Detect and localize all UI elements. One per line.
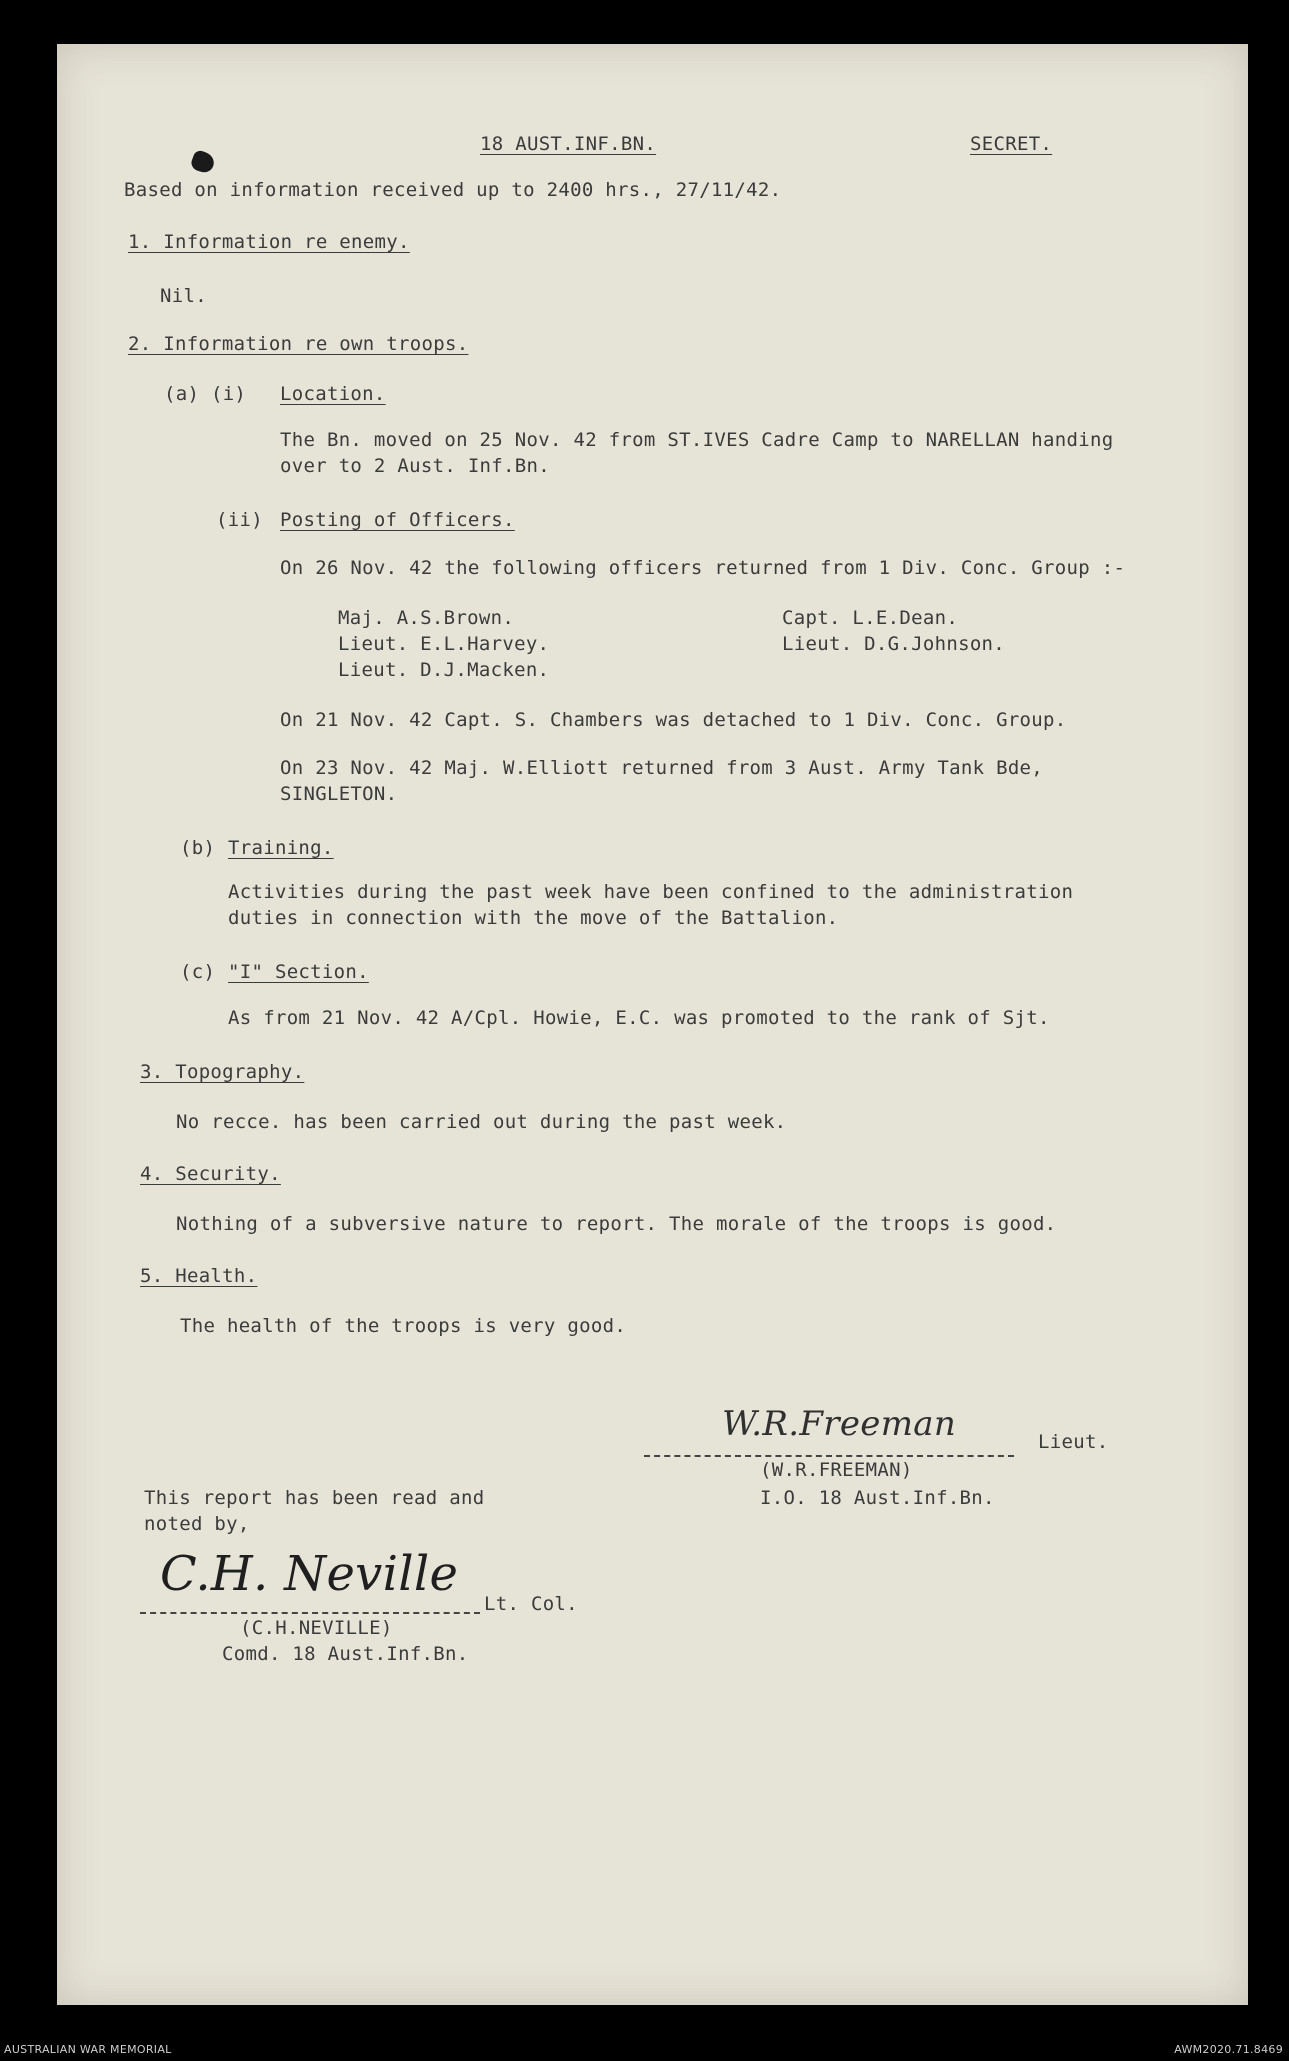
- sub-c-label: (c): [180, 961, 216, 983]
- elliott-line-1: On 23 Nov. 42 Maj. W.Elliott returned from 3 Aust. Army Tank Bde,: [280, 757, 1044, 779]
- read-note-2: noted by,: [144, 1513, 250, 1535]
- elliott-line-2: SINGLETON.: [280, 783, 398, 805]
- freeman-name: (W.R.FREEMAN): [760, 1459, 913, 1481]
- section-4-heading: 4. Security.: [140, 1163, 281, 1185]
- officer-left: Lieut. E.L.Harvey.: [338, 633, 550, 655]
- footer-source: AUSTRALIAN WAR MEMORIAL: [4, 2043, 172, 2056]
- freeman-role: I.O. 18 Aust.Inf.Bn.: [760, 1487, 995, 1509]
- basis-line: Based on information received up to 2400 hrs., 27/11/42.: [124, 179, 782, 201]
- freeman-rank: Lieut.: [1038, 1431, 1109, 1453]
- officer-right: Lieut. D.G.Johnson.: [782, 633, 1006, 655]
- sub-a-text-1: The Bn. moved on 25 Nov. 42 from ST.IVES Cadre Camp to NARELLAN handing: [280, 429, 1114, 451]
- sub-b-text-2: duties in connection with the move of the Battalion.: [228, 907, 839, 929]
- sub-b-text-1: Activities during the past week have been confined to the administration: [228, 881, 1074, 903]
- officer-left: Lieut. D.J.Macken.: [338, 659, 550, 681]
- sub-a-heading: Location.: [280, 383, 386, 405]
- footer-accession-number: AWM2020.71.8469: [1174, 2043, 1283, 2056]
- neville-rank: Lt. Col.: [484, 1593, 578, 1615]
- section-5-heading: 5. Health.: [140, 1265, 258, 1287]
- sub-c-text: As from 21 Nov. 42 A/Cpl. Howie, E.C. was promoted to the rank of Sjt.: [228, 1007, 1050, 1029]
- section-4-text: Nothing of a subversive nature to report. The morale of the troops is good.: [176, 1213, 1057, 1235]
- sub-c-heading: "I" Section.: [228, 961, 369, 983]
- classification: SECRET.: [970, 133, 1053, 155]
- section-5-text: The health of the troops is very good.: [180, 1315, 627, 1337]
- sub-b-label: (b): [180, 837, 216, 859]
- neville-signature: C.H. Neville: [160, 1546, 459, 1602]
- officer-right: Capt. L.E.Dean.: [782, 607, 959, 629]
- neville-role: Comd. 18 Aust.Inf.Bn.: [222, 1643, 469, 1665]
- unit-header: 18 AUST.INF.BN.: [480, 133, 657, 155]
- sub-ii-label: (ii): [216, 509, 263, 531]
- sub-a-text-2: over to 2 Aust. Inf.Bn.: [280, 455, 550, 477]
- section-3-text: No recce. has been carried out during the past week.: [176, 1111, 787, 1133]
- chambers-line: On 21 Nov. 42 Capt. S. Chambers was detached to 1 Div. Conc. Group.: [280, 709, 1067, 731]
- sub-a-label: (a) (i): [164, 383, 247, 405]
- neville-name: (C.H.NEVILLE): [240, 1617, 393, 1639]
- section-3-heading: 3. Topography.: [140, 1061, 305, 1083]
- sub-ii-text: On 26 Nov. 42 the following officers returned from 1 Div. Conc. Group :-: [280, 557, 1126, 579]
- section-1-heading: 1. Information re enemy.: [128, 231, 410, 253]
- sub-ii-heading: Posting of Officers.: [280, 509, 515, 531]
- officer-left: Maj. A.S.Brown.: [338, 607, 515, 629]
- section-2-heading: 2. Information re own troops.: [128, 333, 469, 355]
- sub-b-heading: Training.: [228, 837, 334, 859]
- freeman-signature: W.R.Freeman: [722, 1404, 957, 1444]
- section-1-text: Nil.: [160, 285, 207, 307]
- read-note-1: This report has been read and: [144, 1487, 485, 1509]
